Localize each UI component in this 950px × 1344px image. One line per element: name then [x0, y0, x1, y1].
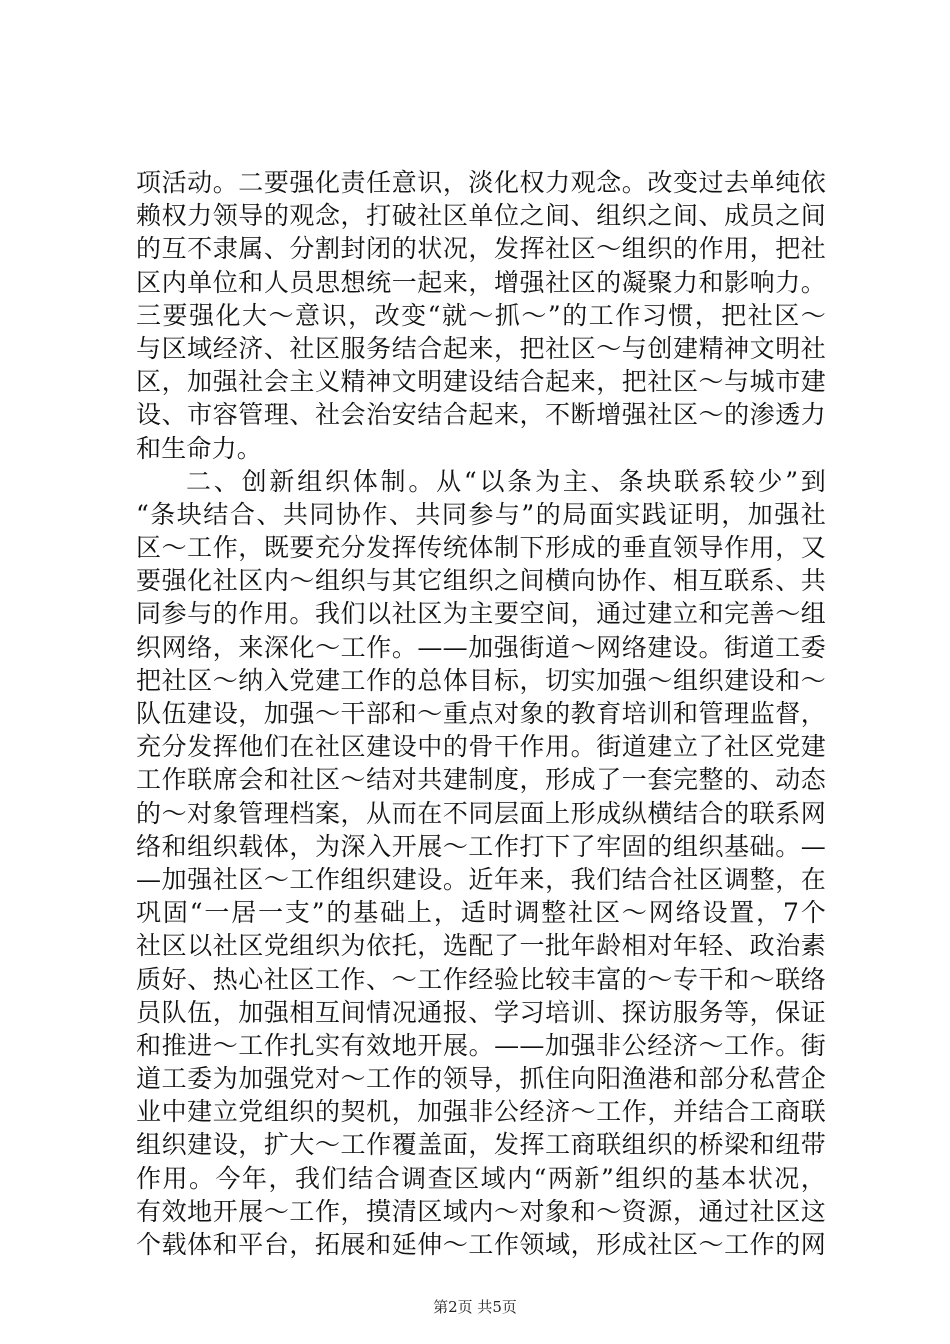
text-line: 巩固“一居一支”的基础上，适时调整社区～网络设置，7个 [136, 898, 826, 928]
text-line: 道工委为加强党对～工作的领导，抓住向阳渔港和部分私营企 [136, 1064, 826, 1094]
text-line: 员队伍，加强相互间情况通报、学习培训、探访服务等，保证 [136, 997, 826, 1027]
text-line: 三要强化大～意识，改变“就～抓～”的工作习惯，把社区～ [136, 300, 826, 330]
text-line: 和推进～工作扎实有效地开展。——加强非公经济～工作。街 [136, 1030, 826, 1060]
text-line: —加强社区～工作组织建设。近年来，我们结合社区调整，在 [136, 864, 826, 894]
text-line: 区内单位和人员思想统一起来，增强社区的凝聚力和影响力。 [136, 267, 826, 297]
text-line: 的～对象管理档案，从而在不同层面上形成纵横结合的联系网 [136, 798, 826, 828]
page-number-footer: 第2页 共5页 [433, 1298, 517, 1316]
text-line: 的互不隶属、分割封闭的状况，发挥社区～组织的作用，把社 [136, 234, 826, 264]
section-heading-line: 二、创新组织体制。从“以条为主、条块联系较少”到 [186, 466, 826, 496]
text-line: 作用。今年，我们结合调查区域内“两新”组织的基本状况， [136, 1163, 826, 1193]
text-line: 赖权力领导的观念，打破社区单位之间、组织之间、成员之间 [136, 201, 826, 231]
text-line: 设、市容管理、社会治安结合起来，不断增强社区～的渗透力 [136, 400, 826, 430]
text-line: 个载体和平台，拓展和延伸～工作领域，形成社区～工作的网 [136, 1230, 826, 1259]
text-line: 社区以社区党组织为依托，选配了一批年龄相对年轻、政治素 [136, 931, 826, 961]
text-line: 区，加强社会主义精神文明建设结合起来，把社区～与城市建 [136, 367, 826, 397]
text-line: 业中建立党组织的契机，加强非公经济～工作，并结合工商联 [136, 1097, 826, 1127]
text-line: 和生命力。 [136, 433, 263, 463]
text-line: 质好、热心社区工作、～工作经验比较丰富的～专干和～联络 [136, 964, 826, 994]
text-line: “条块结合、共同协作、共同参与”的局面实践证明，加强社 [136, 499, 826, 529]
text-line: 有效地开展～工作，摸清区域内～对象和～资源，通过社区这 [136, 1196, 826, 1226]
text-line: 要强化社区内～组织与其它组织之间横向协作、相互联系、共 [136, 566, 826, 596]
text-line: 区～工作，既要充分发挥传统体制下形成的垂直领导作用，又 [136, 533, 826, 563]
text-line: 工作联席会和社区～结对共建制度，形成了一套完整的、动态 [136, 765, 826, 795]
text-line: 把社区～纳入党建工作的总体目标，切实加强～组织建设和～ [136, 665, 826, 695]
text-line: 同参与的作用。我们以社区为主要空间，通过建立和完善～组 [136, 599, 826, 629]
text-line: 与区域经济、社区服务结合起来，把社区～与创建精神文明社 [136, 333, 826, 363]
text-line: 织网络，来深化～工作。——加强街道～网络建设。街道工委 [136, 632, 826, 662]
text-line: 组织建设，扩大～工作覆盖面，发挥工商联组织的桥梁和纽带 [136, 1130, 826, 1160]
text-line: 充分发挥他们在社区建设中的骨干作用。街道建立了社区党建 [136, 732, 826, 762]
text-line: 络和组织载体，为深入开展～工作打下了牢固的组织基础。— [136, 831, 826, 861]
text-line: 队伍建设，加强～干部和～重点对象的教育培训和管理监督， [136, 699, 826, 728]
body-text [136, 166, 826, 1261]
text-line: 项活动。二要强化责任意识，淡化权力观念。改变过去单纯依 [136, 168, 826, 197]
